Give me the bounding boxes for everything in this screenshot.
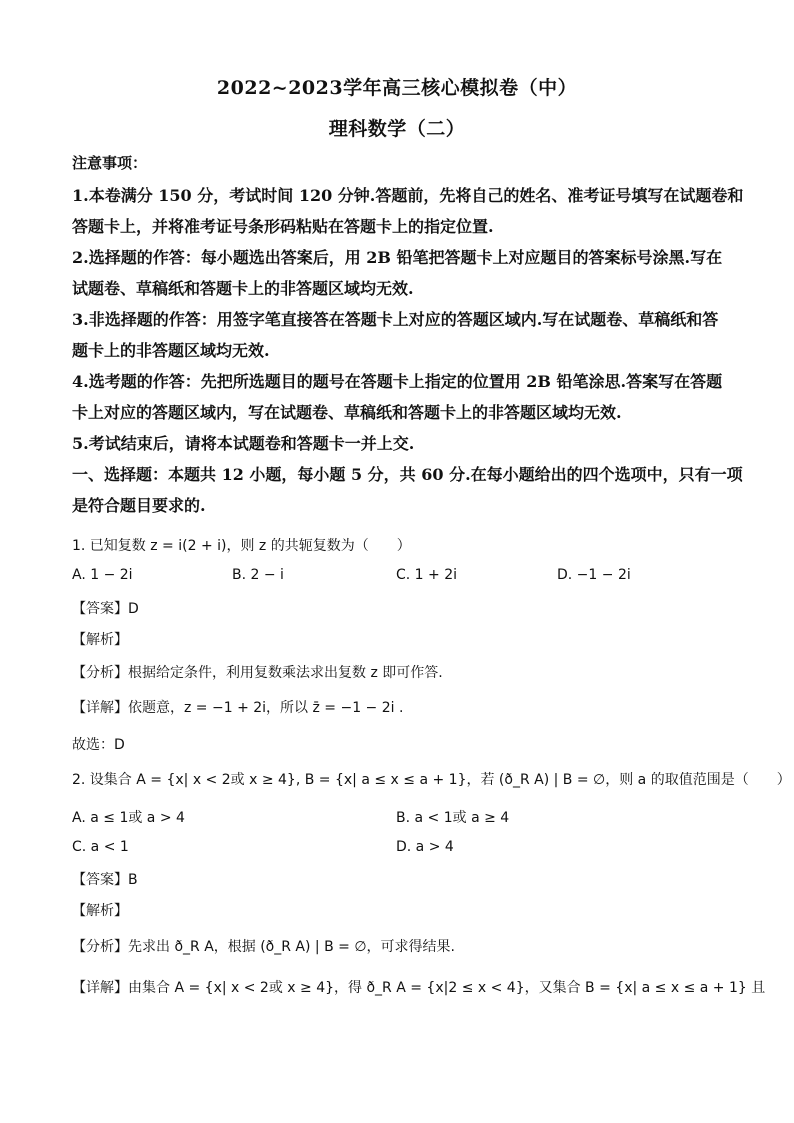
analysis-text: 【分析】先求出 ð_R A，根据 (ð_R A) | B = ∅，可求得结果. <box>72 939 455 955</box>
option-c: C. a < 1 <box>72 839 129 855</box>
option-a: A. 1 − 2i <box>72 567 133 583</box>
question-stem: 2. 设集合 A = {x| x < 2或 x ≥ 4}, B = {x| a ≤ x ≤ a + 1}，若 (ð_R A) | B = ∅，则 a 的取值范围是（ ） <box>72 772 791 788</box>
analysis-label: 【解析】 <box>72 632 128 648</box>
instruction-line: 2.选择题的作答：每小题选出答案后，用 2B 铅笔把答题卡上对应题目的答案标号涂黑.写在 <box>72 248 723 267</box>
exam-subtitle: 理科数学（二） <box>328 118 466 140</box>
instructions-heading: 注意事项： <box>72 154 148 172</box>
option-d: D. −1 − 2i <box>557 567 631 583</box>
answer-label: 【答案】B <box>72 872 138 888</box>
instruction-line: 5.考试结束后，请将本试题卷和答题卡一并上交. <box>72 434 415 453</box>
instruction-line: 题卡上的非答题区域均无效. <box>72 341 270 360</box>
analysis-label: 【解析】 <box>72 903 128 919</box>
option-b: B. a < 1或 a ≥ 4 <box>396 810 510 826</box>
option-b: B. 2 − i <box>232 567 284 583</box>
analysis-text: 【分析】根据给定条件，利用复数乘法求出复数 z 即可作答. <box>72 665 443 681</box>
option-a: A. a ≤ 1或 a > 4 <box>72 810 185 826</box>
instruction-line: 答题卡上，并将准考证号条形码粘贴在答题卡上的指定位置. <box>72 217 494 236</box>
section-heading: 一、选择题：本题共 12 小题，每小题 5 分，共 60 分.在每小题给出的四个选项中，只有一项 <box>72 465 743 484</box>
answer-label: 【答案】D <box>72 601 139 617</box>
instruction-line: 试题卷、草稿纸和答题卡上的非答题区域均无效. <box>72 279 414 298</box>
conclusion-text: 故选：D <box>72 737 125 753</box>
detail-text: 【详解】依题意，z = −1 + 2i，所以 z̄ = −1 − 2i . <box>72 700 404 716</box>
question-stem: 1. 已知复数 z = i(2 + i)，则 z 的共轭复数为（ ） <box>72 538 411 554</box>
section-heading-cont: 是符合题目要求的. <box>72 496 206 515</box>
instruction-line: 1.本卷满分 150 分，考试时间 120 分钟.答题前，先将自己的姓名、准考证号填写在试题卷和 <box>72 186 744 205</box>
detail-text: 【详解】由集合 A = {x| x < 2或 x ≥ 4}，得 ð_R A = {x|2 ≤ x < 4}，又集合 B = {x| a ≤ x ≤ a + 1} 且 <box>72 980 766 996</box>
option-d: D. a > 4 <box>396 839 454 855</box>
exam-title: 2022~2023学年高三核心模拟卷（中） <box>216 77 578 99</box>
option-c: C. 1 + 2i <box>396 567 458 583</box>
instruction-line: 卡上对应的答题区域内，写在试题卷、草稿纸和答题卡上的非答题区域均无效. <box>72 403 622 422</box>
instruction-line: 4.选考题的作答：先把所选题目的题号在答题卡上指定的位置用 2B 铅笔涂思.答案写在答题 <box>72 372 723 391</box>
instruction-line: 3.非选择题的作答：用签字笔直接答在答题卡上对应的答题区域内.写在试题卷、草稿纸和答 <box>72 310 719 329</box>
